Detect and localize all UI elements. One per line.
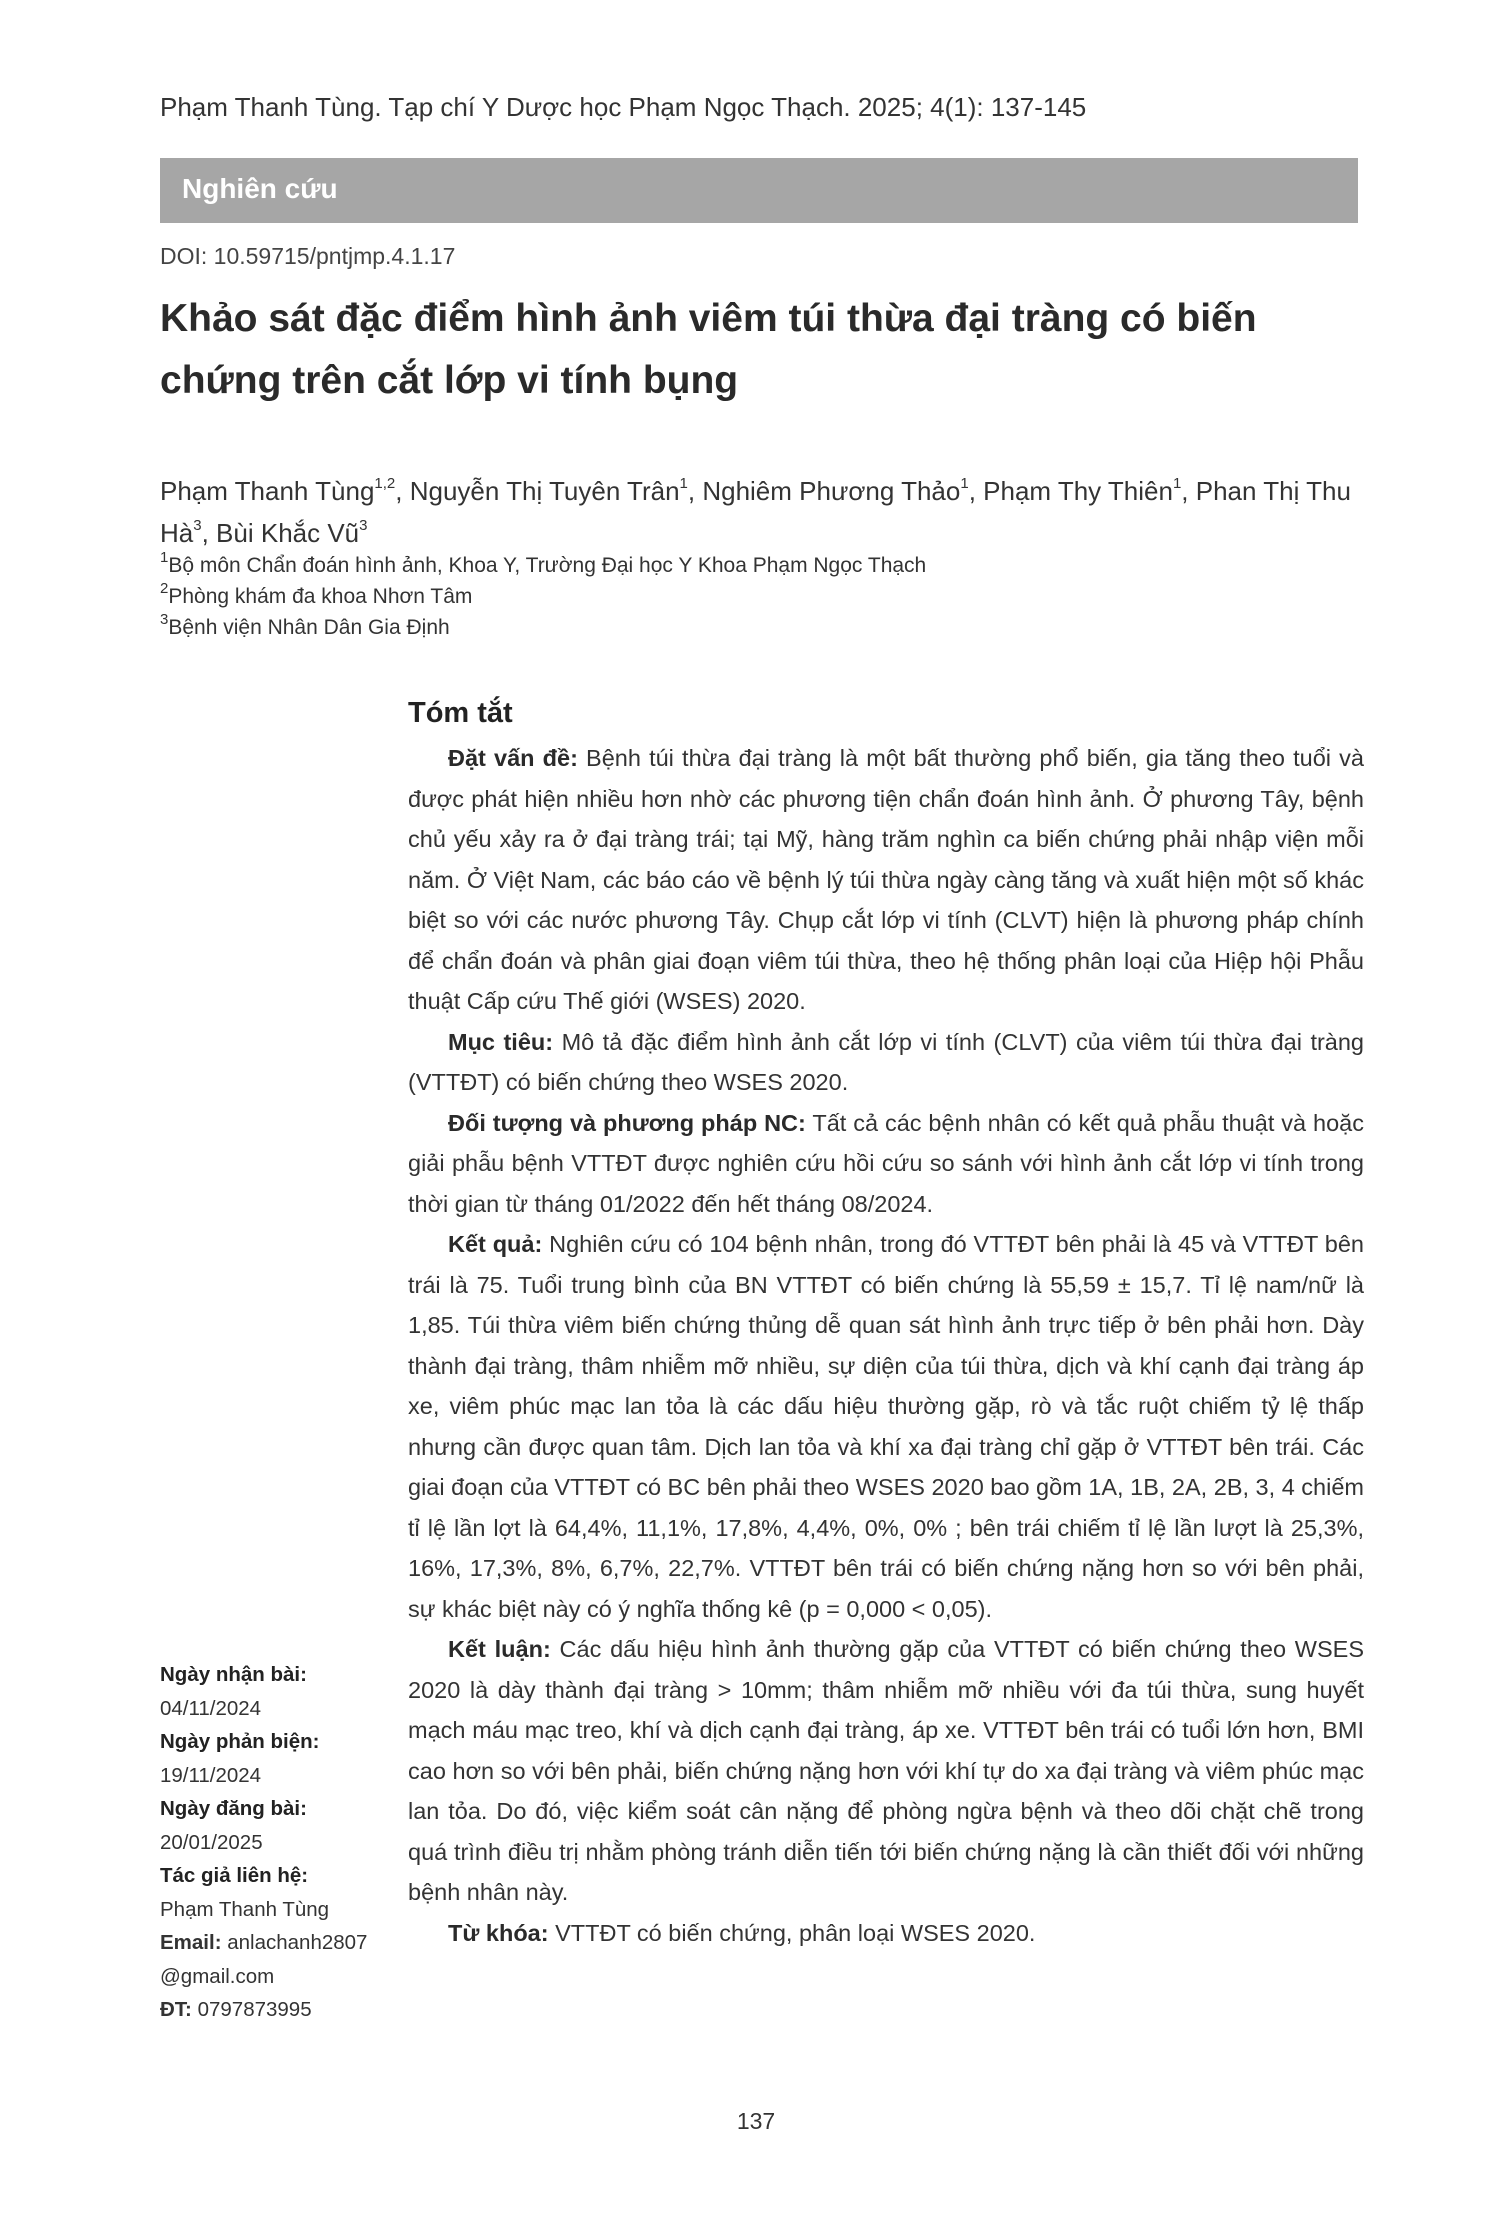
- author-name: Bùi Khắc Vũ: [216, 518, 360, 548]
- phone-label: ĐT:: [160, 1998, 192, 2021]
- author-separator: ,: [968, 476, 984, 506]
- contact-label: Tác giả liên hệ:: [160, 1864, 309, 1887]
- affiliation-item: [160, 550, 926, 581]
- email-label: Email:: [160, 1931, 222, 1954]
- abstract-paragraph-keywords: [408, 1913, 1364, 1954]
- affiliation-text: Bộ môn Chẩn đoán hình ảnh, Khoa Y, Trường Đại học Y Khoa Phạm Ngọc Thạch: [168, 554, 927, 577]
- author-separator: ,: [1181, 476, 1196, 506]
- section-label: Nghiên cứu: [182, 173, 338, 204]
- phone-line: [160, 1993, 400, 2027]
- author-affiliation-mark: 1: [679, 475, 688, 493]
- affiliation-list: [160, 550, 926, 643]
- email-address-part2[interactable]: @gmail.com: [160, 1964, 275, 1988]
- affiliation-text: Phòng khám đa khoa Nhơn Tâm: [168, 585, 473, 608]
- email-line: [160, 1926, 400, 1960]
- affiliation-number: 3: [160, 611, 169, 628]
- published-label: Ngày đăng bài:: [160, 1797, 307, 1820]
- review-date: 19/11/2024: [160, 1763, 262, 1787]
- affiliation-item: [160, 581, 926, 612]
- paragraph-label: Mục tiêu:: [448, 1028, 554, 1055]
- received-label: Ngày nhận bài:: [160, 1663, 307, 1686]
- article-info-sidebar: [160, 1658, 400, 2027]
- author-list: [160, 470, 1365, 554]
- received-date: 04/11/2024: [160, 1696, 262, 1720]
- page-number: 137: [736, 2108, 776, 2134]
- section-label-bar: [160, 158, 1358, 223]
- affiliation-number: 2: [160, 580, 169, 597]
- author-name: Phan Thị Thu Hà: [160, 476, 1351, 548]
- abstract-paragraph-methods: [408, 1103, 1364, 1225]
- affiliation-number: 1: [160, 549, 169, 566]
- doi-link[interactable]: DOI: 10.59715/pntjmp.4.1.17: [160, 243, 456, 269]
- paragraph-text: Mô tả đặc điểm hình ảnh cắt lớp vi tính (CLVT) của viêm túi thừa đại tràng (VTTĐT) có biến chứng theo WSES 2020.: [408, 1028, 1365, 1095]
- paragraph-label: Từ khóa:: [448, 1919, 549, 1946]
- review-label: Ngày phản biện:: [160, 1730, 320, 1753]
- article-title: Khảo sát đặc điểm hình ảnh viêm túi thừa đại tràng có biến chứng trên cắt lớp vi tính bụng: [160, 297, 1257, 402]
- paragraph-text: Tất cả các bệnh nhân có kết quả phẫu thuật và hoặc giải phẫu bệnh VTTĐT được nghiên cứu hồi cứu so sánh với hình ảnh cắt lớp vi tính trong thời gian từ tháng 01/2022 đến hết tháng 08/2024.: [408, 1109, 1364, 1217]
- author-affiliation-mark: 3: [193, 517, 202, 535]
- paragraph-text: Các dấu hiệu hình ảnh thường gặp của VTTĐT có biến chứng theo WSES 2020 là dày thành đại tràng > 10mm; thâm nhiễm mỡ nhiều với đa túi thừa, sung huyết mạch máu mạc treo, khí và dịch cạnh đại tràng, áp xe. VTTĐT bên trái có tuổi lớn hơn, BMI cao hơn so với bên phải, biến chứng nặng hơn với khí tự do xa đại tràng và viêm phúc mạc lan tỏa. Do đó, việc kiểm soát cân nặng để phòng ngừa bệnh và theo dõi chặt chẽ trong quá trình điều trị nhằm phòng tránh diễn tiến tới biến chứng nặng là cần thiết đối với những bệnh nhân này.: [408, 1636, 1364, 1905]
- author-name: Nghiêm Phương Thảo: [702, 476, 961, 506]
- abstract-paragraph-objective: [408, 1022, 1364, 1103]
- paragraph-text: Nghiên cứu có 104 bệnh nhân, trong đó VTTĐT bên phải là 45 và VTTĐT bên trái là 75. Tuổi trung bình của BN VTTĐT có biến chứng là 55,59 ± 15,7. Tỉ lệ nam/nữ là 1,85. Túi thừa viêm biến chứng thủng dễ quan sát hình ảnh trực tiếp ở bên phải hơn. Dày thành đại tràng, thâm nhiễm mỡ nhiều, sự diện của túi thừa, dịch và khí cạnh đại tràng áp xe, viêm phúc mạc lan tỏa là các dấu hiệu thường gặp, rò và tắc ruột chiếm tỷ lệ thấp nhưng cần được quan tâm. Dịch lan tỏa và khí xa đại tràng chỉ gặp ở VTTĐT bên trái. Các giai đoạn của VTTĐT có BC bên phải theo WSES 2020 bao gồm 1A, 1B, 2A, 2B, 3, 4 chiếm tỉ lệ lần lợt là 64,4%, 11,1%, 17,8%, 4,4%, 0%, 0% ; bên trái chiếm tỉ lệ lần lượt là 25,3%, 16%, 17,3%, 8%, 6,7%, 22,7%. VTTĐT bên trái có biến chứng nặng hơn so với bên phải, sự khác biệt này có ý nghĩa thống kê (p = 0,000 < 0,05).: [408, 1231, 1364, 1622]
- author-separator: ,: [201, 518, 217, 548]
- paragraph-label: Đặt vấn đề:: [448, 745, 578, 771]
- author-name: Nguyễn Thị Tuyên Trân: [409, 476, 680, 506]
- abstract-paragraph-results: [408, 1224, 1364, 1629]
- author-affiliation-mark: 1: [960, 475, 969, 493]
- author-affiliation-mark: 1: [1172, 475, 1182, 493]
- paragraph-text: VTTĐT có biến chứng, phân loại WSES 2020.: [548, 1919, 1036, 1946]
- abstract-paragraph-conclusion: [408, 1629, 1364, 1913]
- published-date: 20/01/2025: [160, 1830, 263, 1854]
- author-affiliation-mark: 3: [359, 517, 368, 535]
- affiliation-text: Bệnh viện Nhân Dân Gia Định: [168, 616, 450, 639]
- author-affiliation-mark: 1,2: [374, 475, 396, 493]
- contact-name: Phạm Thanh Tùng: [160, 1897, 330, 1921]
- affiliation-item: [160, 612, 926, 643]
- paragraph-label: Kết quả:: [448, 1231, 543, 1257]
- citation-header: Phạm Thanh Tùng. Tạp chí Y Dược học Phạm Ngọc Thạch. 2025; 4(1): 137-145: [160, 92, 1087, 122]
- author-separator: ,: [687, 476, 703, 506]
- paragraph-text: Bệnh túi thừa đại tràng là một bất thường phổ biến, gia tăng theo tuổi và được phát hiện nhiều hơn nhờ các phương tiện chẩn đoán hình ảnh. Ở phương Tây, bệnh chủ yếu xảy ra ở đại tràng trái; tại Mỹ, hàng trăm nghìn ca biến chứng phải nhập viện mỗi năm. Ở Việt Nam, các báo cáo về bệnh lý túi thừa ngày càng tăng và xuất hiện một số khác biệt so với các nước phương Tây. Chụp cắt lớp vi tính (CLVT) hiện là phương pháp chính để chẩn đoán và phân giai đoạn viêm túi thừa, theo hệ thống phân loại của Hiệp hội Phẫu thuật Cấp cứu Thế giới (WSES) 2020.: [408, 745, 1364, 1014]
- abstract-paragraph-background: [408, 738, 1364, 1022]
- author-separator: ,: [395, 476, 410, 506]
- abstract-heading: Tóm tắt: [408, 697, 513, 729]
- paragraph-label: Đối tượng và phương pháp NC:: [448, 1109, 806, 1136]
- paragraph-label: Kết luận:: [448, 1636, 551, 1662]
- abstract-section: [408, 697, 1364, 1953]
- author-name: Phạm Thy Thiên: [983, 476, 1173, 506]
- phone-number: 0797873995: [191, 1998, 312, 2021]
- author-name: Phạm Thanh Tùng: [160, 476, 375, 506]
- email-address-part1[interactable]: anlachanh2807: [221, 1931, 368, 1954]
